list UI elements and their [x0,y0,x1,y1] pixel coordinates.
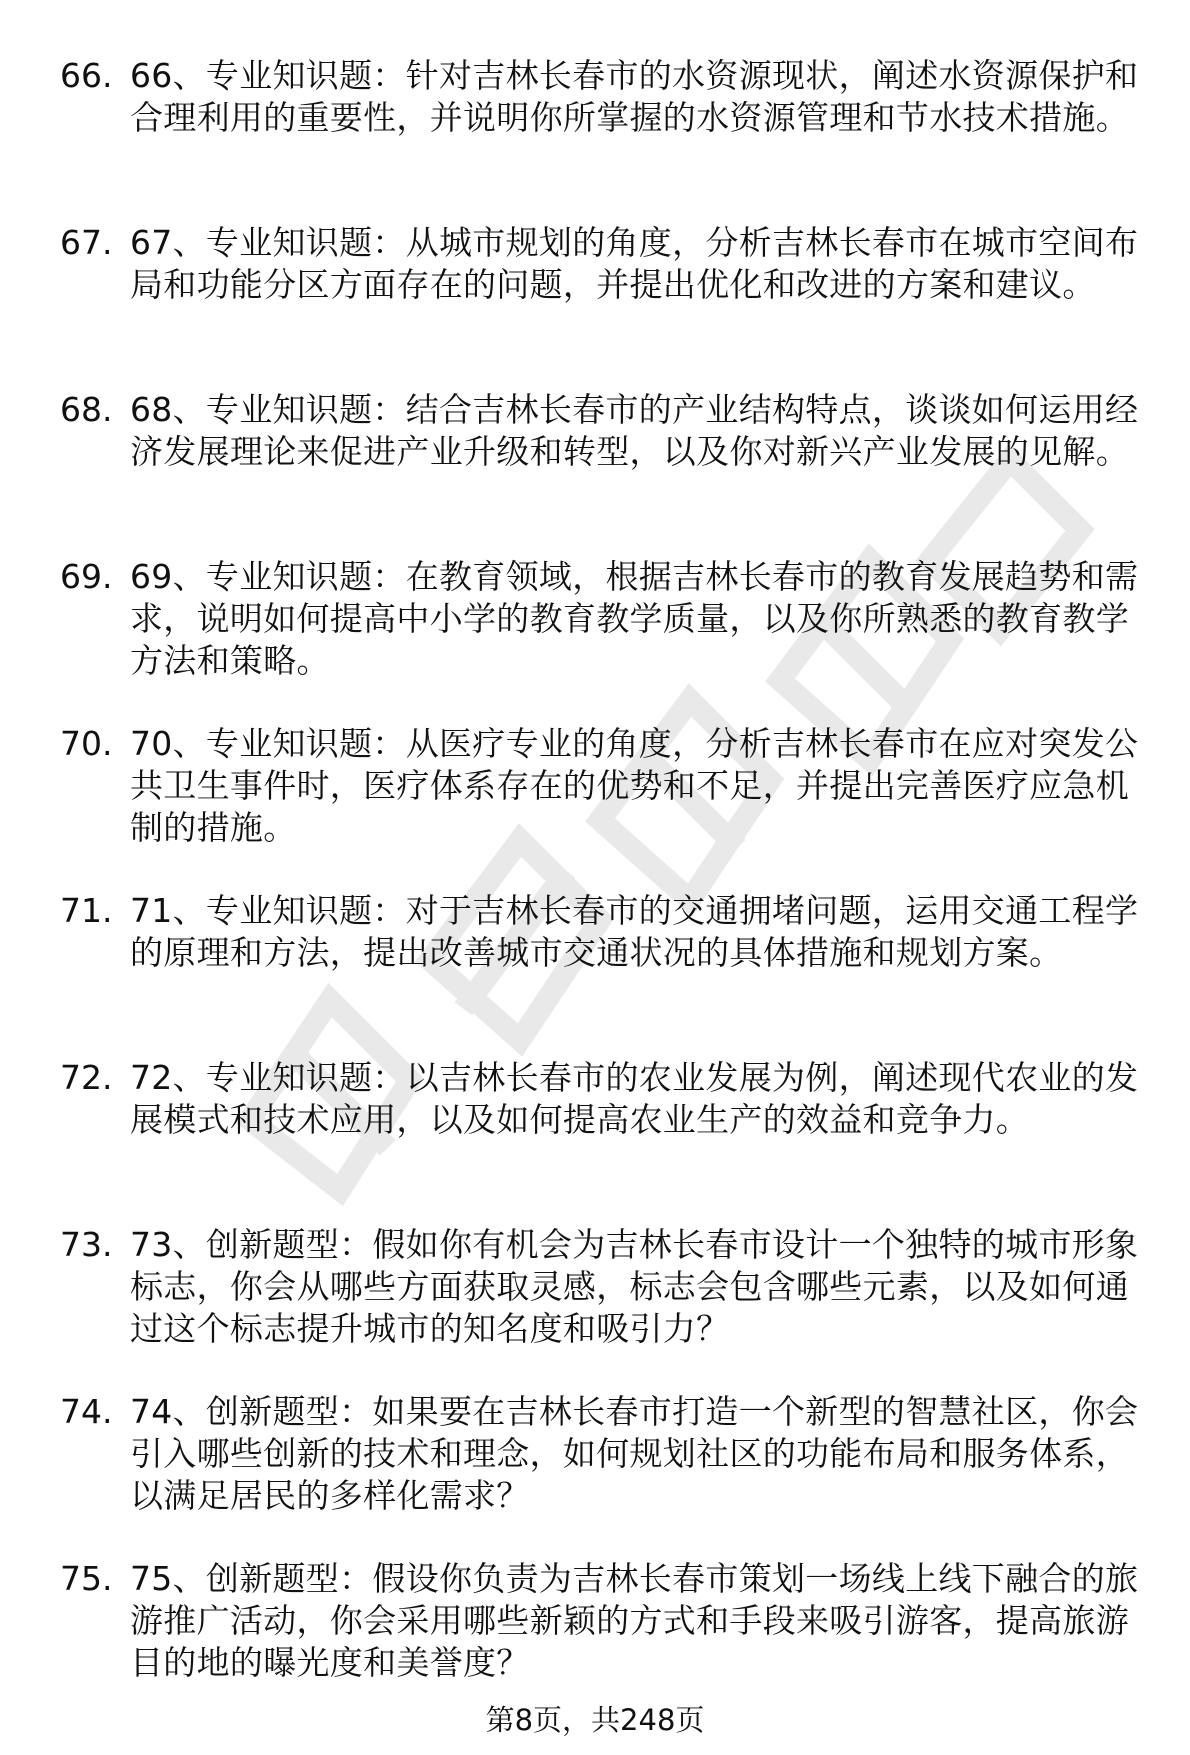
question-text: 75、创新题型：假设你负责为吉林长春市策划一场线上线下融合的旅游推广活动，你会采用哪些新颖的方式和手段来吸引游客，提高旅游目的地的曝光度和美誉度？ [130,1559,1139,1682]
question-number: 70. [60,724,113,763]
question-text: 73、创新题型：假如你有机会为吉林长春市设计一个独特的城市形象标志，你会从哪些方面获取灵感，标志会包含哪些元素，以及如何通过这个标志提升城市的知名度和吸引力？ [130,1225,1139,1348]
question-text: 71、专业知识题：对于吉林长春市的交通拥堵问题，运用交通工程学的原理和方法，提出改善城市交通状况的具体措施和规划方案。 [130,891,1139,972]
question-number: 68. [60,390,113,429]
question-number: 72. [60,1058,113,1097]
question-text: 72、专业知识题：以吉林长春市的农业发展为例，阐述现代农业的发展模式和技术应用，以及如何提高农业生产的效益和竞争力。 [130,1058,1139,1139]
question-number: 71. [60,891,113,930]
question-number: 73. [60,1225,113,1264]
question-text: 69、专业知识题：在教育领域，根据吉林长春市的教育发展趋势和需求，说明如何提高中小学的教育教学质量，以及你所熟悉的教育教学方法和策略。 [130,557,1139,680]
question-text: 68、专业知识题：结合吉林长春市的产业结构特点，谈谈如何运用经济发展理论来促进产业升级和转型，以及你对新兴产业发展的见解。 [130,390,1139,471]
question-text: 70、专业知识题：从医疗专业的角度，分析吉林长春市在应对突发公共卫生事件时，医疗体系存在的优势和不足，并提出完善医疗应急机制的措施。 [130,724,1139,847]
question-number: 75. [60,1559,113,1598]
question-text: 66、专业知识题：针对吉林长春市的水资源现状，阐述水资源保护和合理利用的重要性，并说明你所掌握的水资源管理和节水技术措施。 [130,56,1139,137]
question-number: 74. [60,1392,113,1431]
question-text: 74、创新题型：如果要在吉林长春市打造一个新型的智慧社区，你会引入哪些创新的技术和理念，如何规划社区的功能布局和服务体系，以满足居民的多样化需求？ [130,1392,1139,1515]
question-number: 67. [60,223,113,262]
question-text: 67、专业知识题：从城市规划的角度，分析吉林长春市在城市空间布局和功能分区方面存在的问题，并提出优化和改进的方案和建议。 [130,223,1139,304]
page-number-footer: 第8页，共248页 [485,1703,705,1737]
question-number: 69. [60,557,113,596]
question-number: 66. [60,56,113,95]
